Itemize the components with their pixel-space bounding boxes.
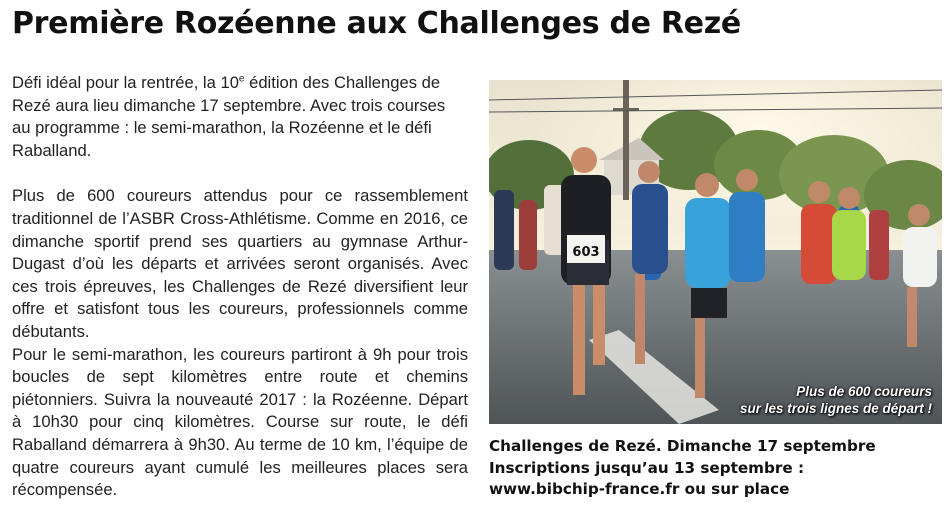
- headline: Première Rozéenne aux Challenges de Rezé: [12, 6, 741, 41]
- paragraph-intro: [12, 72, 468, 162]
- photo-caption: [740, 383, 932, 417]
- paragraph-program: Pour le semi-marathon, les coureurs partiront à 9h pour trois boucles de sept kilomètres entre route et chemins piétonniers. Suivra la nouveauté 2017 : la Rozéenne. Départ à 10h30 pour cinq kilomètres. Course sur route, le défi Raballand démarrera à 9h30. Au terme de 10 km, l’équipe de quatre coureurs ayant cumulé les meilleures places sera récompensée.: [12, 344, 468, 500]
- race-photo-illustration: [489, 80, 942, 424]
- bib-number: 603: [572, 245, 600, 260]
- info-line-registration: Inscriptions jusqu’au 13 septembre :: [489, 458, 805, 477]
- race-photo: [489, 80, 942, 424]
- info-line-website: www.bibchip-france.fr ou sur place: [489, 480, 790, 498]
- article-body: [12, 72, 468, 502]
- event-info-box: [489, 436, 944, 501]
- ordinal-superscript: e: [238, 73, 245, 85]
- caption-line-1: Plus de 600 coureurs: [796, 384, 932, 399]
- paragraph-participants: Plus de 600 coureurs attendus pour ce rassemblement traditionnel de l’ASBR Cross-Athlétisme. Comme en 2016, ce dimanche sportif prend ses quartiers au gymnase Arthur-Dugast d’où les départs et arrivées seront organisés. Avec ces trois épreuves, les Challenges de Rezé diversifient leur offre et satisfont tous les coureurs, professionnels comme débutants.: [12, 186, 468, 341]
- intro-text-start: Défi idéal pour la rentrée, la 10: [12, 73, 239, 92]
- caption-line-2: sur les trois lignes de départ !: [739, 401, 932, 416]
- intro-text-end: édition des Challenges de Rezé aura lieu dimanche 17 septembre. Avec trois courses au programme : le semi-marathon, la Rozéenne et le défi Raballand.: [12, 73, 446, 160]
- info-line-event: Challenges de Rezé. Dimanche 17 septembre: [489, 437, 876, 455]
